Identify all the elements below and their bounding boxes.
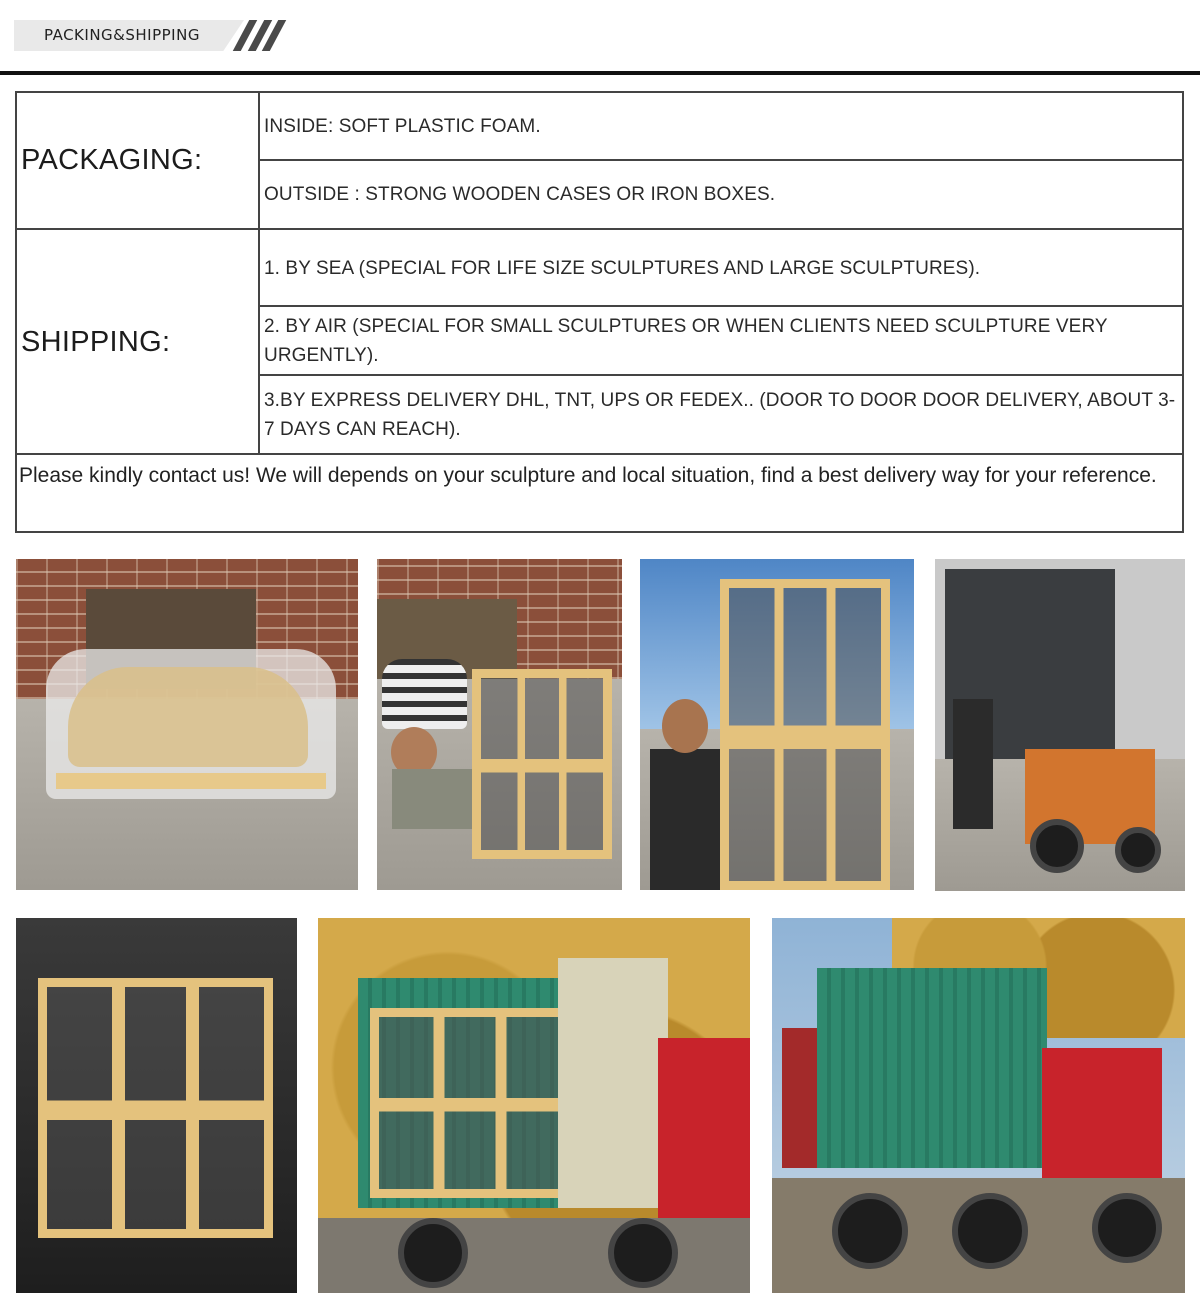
photo-container-truck — [772, 918, 1185, 1293]
packaging-outside: OUTSIDE : STRONG WOODEN CASES OR IRON BOXES. — [264, 184, 776, 205]
packing-shipping-table — [15, 91, 1184, 533]
photo-crate-in-container — [16, 918, 297, 1293]
photo-worker-building-crate — [377, 559, 622, 890]
shipping-label: SHIPPING: — [17, 230, 260, 454]
packaging-inside: INSIDE: SOFT PLASTIC FOAM. — [264, 116, 541, 137]
photo-loaded-container — [318, 918, 750, 1293]
divider — [17, 453, 1182, 455]
shipping-by-express: 3.BY EXPRESS DELIVERY DHL, TNT, UPS OR FEDEX.. (DOOR TO DOOR DOOR DELIVERY, ABOUT 3-7 DAYS CAN REACH). — [264, 390, 1176, 440]
section-header — [0, 0, 1200, 80]
photo-wrapped-bathtub — [16, 559, 358, 890]
shipping-by-sea: 1. BY SEA (SPECIAL FOR LIFE SIZE SCULPTURES AND LARGE SCULPTURES). — [264, 257, 981, 279]
contact-note: Please kindly contact us! We will depends on your sculpture and local situation, find a best delivery way for your reference. — [19, 464, 1157, 487]
packaging-label: PACKAGING: — [17, 93, 260, 228]
section-title: PACKING&SHIPPING — [44, 26, 200, 44]
photo-tall-crate — [640, 559, 914, 890]
header-divider — [0, 71, 1200, 75]
photo-forklift-loading — [935, 559, 1185, 891]
shipping-by-air: 2. BY AIR (SPECIAL FOR SMALL SCULPTURES OR WHEN CLIENTS NEED SCULPTURE VERY URGENTLY). — [264, 315, 1108, 366]
